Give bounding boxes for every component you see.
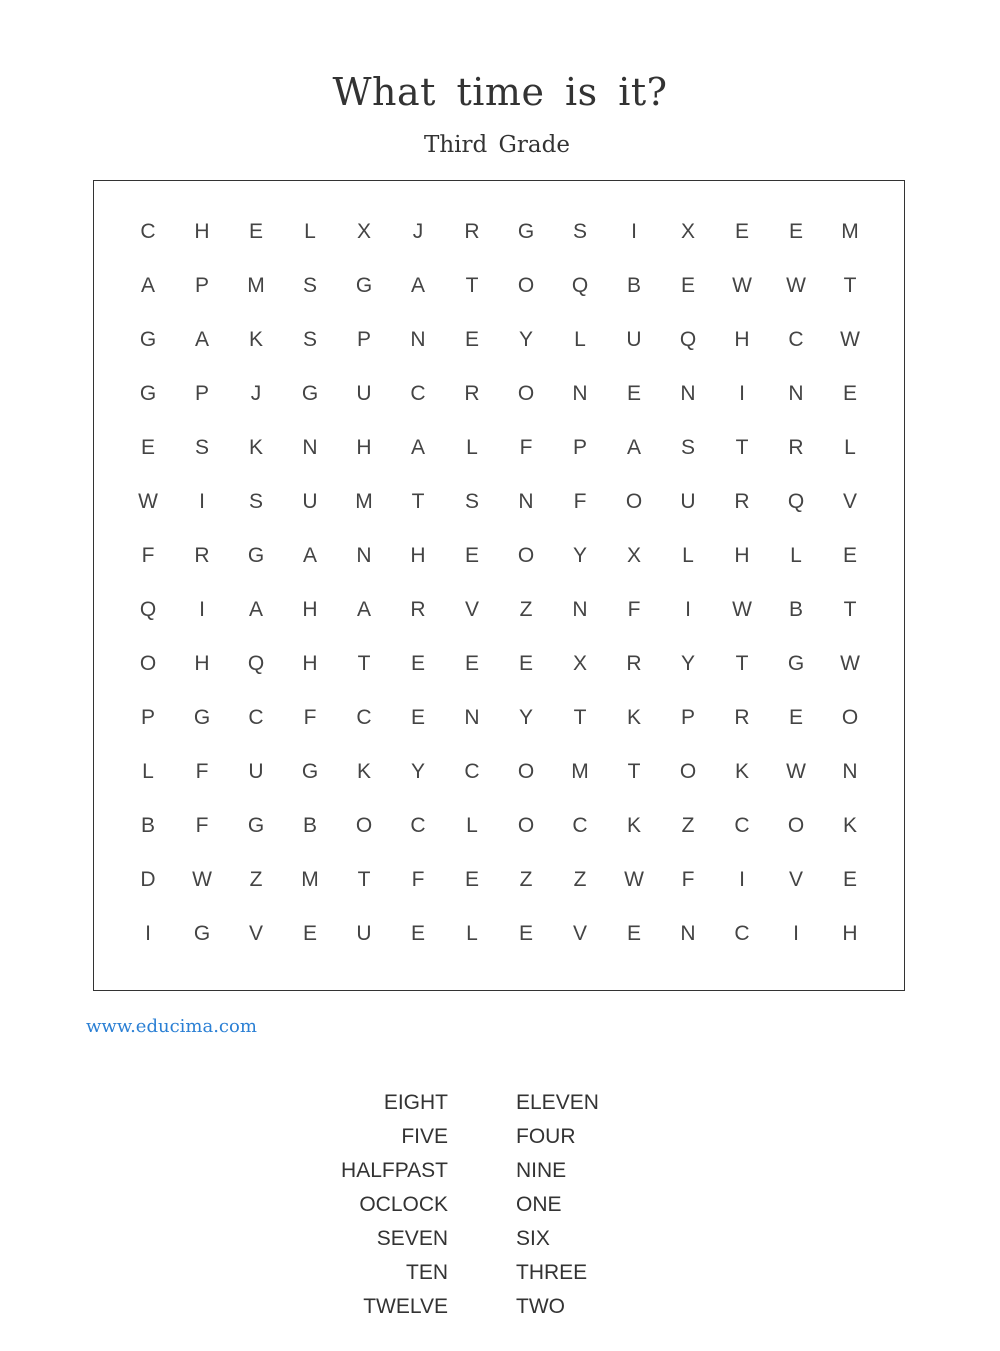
- grid-letter[interactable]: P: [572, 436, 587, 459]
- grid-letter[interactable]: I: [685, 598, 691, 621]
- grid-letter[interactable]: R: [788, 436, 804, 459]
- grid-letter[interactable]: L: [844, 436, 856, 459]
- grid-letter[interactable]: E: [842, 544, 857, 567]
- grid-letter[interactable]: B: [302, 814, 317, 837]
- grid-letter[interactable]: J: [412, 220, 424, 243]
- grid-letter[interactable]: E: [464, 544, 479, 567]
- grid-letter[interactable]: R: [734, 490, 750, 513]
- grid-letter[interactable]: H: [734, 544, 750, 567]
- grid-letter[interactable]: K: [734, 760, 749, 783]
- grid-letter[interactable]: M: [301, 868, 319, 891]
- grid-letter[interactable]: R: [464, 220, 480, 243]
- grid-letter[interactable]: E: [626, 922, 641, 945]
- grid-letter[interactable]: I: [739, 382, 745, 405]
- grid-letter[interactable]: K: [842, 814, 857, 837]
- grid-letter[interactable]: C: [356, 706, 372, 729]
- grid-letter[interactable]: F: [573, 490, 587, 513]
- grid-letter[interactable]: P: [194, 382, 209, 405]
- grid-letter[interactable]: O: [517, 760, 535, 783]
- educima-link[interactable]: www.educima.com: [86, 1016, 257, 1037]
- grid-letter[interactable]: P: [140, 706, 155, 729]
- grid-letter[interactable]: I: [145, 922, 151, 945]
- grid-letter[interactable]: S: [680, 436, 695, 459]
- grid-letter[interactable]: L: [304, 220, 316, 243]
- grid-letter[interactable]: D: [140, 868, 156, 891]
- grid-letter[interactable]: A: [302, 544, 317, 567]
- grid-letter[interactable]: N: [680, 922, 696, 945]
- grid-letter[interactable]: T: [843, 598, 857, 621]
- grid-letter[interactable]: X: [680, 220, 695, 243]
- grid-letter[interactable]: N: [356, 544, 372, 567]
- grid-letter[interactable]: L: [790, 544, 802, 567]
- grid-letter[interactable]: I: [793, 922, 799, 945]
- grid-letter[interactable]: B: [788, 598, 803, 621]
- grid-letter[interactable]: C: [248, 706, 264, 729]
- grid-letter[interactable]: F: [681, 868, 695, 891]
- word-search-grid: [121, 205, 877, 961]
- grid-letter[interactable]: W: [840, 328, 860, 351]
- grid-letter[interactable]: R: [734, 706, 750, 729]
- grid-letter[interactable]: E: [464, 868, 479, 891]
- grid-letter[interactable]: E: [788, 220, 803, 243]
- grid-letter[interactable]: E: [410, 652, 425, 675]
- grid-letter[interactable]: A: [356, 598, 371, 621]
- grid-letter[interactable]: I: [199, 598, 205, 621]
- word-list-item: SIX: [516, 1227, 550, 1250]
- grid-letter[interactable]: V: [572, 922, 587, 945]
- grid-letter[interactable]: H: [194, 220, 210, 243]
- grid-letter[interactable]: T: [627, 760, 641, 783]
- grid-letter[interactable]: L: [466, 922, 478, 945]
- grid-letter[interactable]: Q: [679, 328, 697, 351]
- grid-letter[interactable]: K: [626, 706, 641, 729]
- grid-letter[interactable]: L: [682, 544, 694, 567]
- grid-letter[interactable]: H: [734, 328, 750, 351]
- grid-letter[interactable]: K: [626, 814, 641, 837]
- grid-letter[interactable]: F: [195, 760, 209, 783]
- grid-letter[interactable]: U: [680, 490, 696, 513]
- grid-letter[interactable]: A: [410, 436, 425, 459]
- grid-letter[interactable]: S: [302, 328, 317, 351]
- grid-letter[interactable]: A: [194, 328, 209, 351]
- grid-letter[interactable]: Z: [519, 868, 533, 891]
- grid-letter[interactable]: H: [194, 652, 210, 675]
- word-list-item: THREE: [516, 1261, 588, 1284]
- grid-letter[interactable]: S: [194, 436, 209, 459]
- grid-letter[interactable]: W: [732, 274, 752, 297]
- word-list-right-column: [516, 1086, 716, 1324]
- grid-letter[interactable]: I: [199, 490, 205, 513]
- grid-letter[interactable]: C: [410, 814, 426, 837]
- grid-letter[interactable]: A: [626, 436, 641, 459]
- grid-letter[interactable]: U: [356, 382, 372, 405]
- grid-letter[interactable]: P: [194, 274, 209, 297]
- grid-letter[interactable]: W: [732, 598, 752, 621]
- grid-letter[interactable]: L: [466, 436, 478, 459]
- page-title: What time is it?: [332, 70, 668, 114]
- grid-letter[interactable]: N: [518, 490, 534, 513]
- grid-letter[interactable]: A: [140, 274, 155, 297]
- grid-letter[interactable]: O: [517, 274, 535, 297]
- grid-letter[interactable]: G: [247, 544, 265, 567]
- grid-letter[interactable]: E: [788, 706, 803, 729]
- grid-letter[interactable]: X: [626, 544, 641, 567]
- grid-letter[interactable]: F: [411, 868, 425, 891]
- word-list-item: NINE: [516, 1159, 567, 1182]
- grid-letter[interactable]: Z: [573, 868, 587, 891]
- grid-letter[interactable]: G: [139, 328, 157, 351]
- word-list-item: EIGHT: [383, 1091, 448, 1114]
- grid-letter[interactable]: Q: [139, 598, 157, 621]
- grid-letter[interactable]: H: [356, 436, 372, 459]
- grid-letter[interactable]: Q: [571, 274, 589, 297]
- grid-letter[interactable]: T: [573, 706, 587, 729]
- grid-letter[interactable]: C: [140, 220, 156, 243]
- grid-letter[interactable]: A: [248, 598, 263, 621]
- grid-letter[interactable]: O: [139, 652, 157, 675]
- grid-letter[interactable]: W: [138, 490, 158, 513]
- grid-letter[interactable]: I: [631, 220, 637, 243]
- grid-letter[interactable]: C: [734, 814, 750, 837]
- grid-letter[interactable]: E: [302, 922, 317, 945]
- grid-letter[interactable]: F: [627, 598, 641, 621]
- grid-letter[interactable]: H: [410, 544, 426, 567]
- grid-letter[interactable]: E: [464, 328, 479, 351]
- grid-letter[interactable]: Q: [787, 490, 805, 513]
- grid-letter[interactable]: H: [302, 652, 318, 675]
- grid-letter[interactable]: Z: [681, 814, 695, 837]
- word-list-item: FIVE: [401, 1125, 448, 1148]
- grid-letter[interactable]: S: [572, 220, 587, 243]
- grid-letter[interactable]: N: [410, 328, 426, 351]
- grid-letter[interactable]: F: [141, 544, 155, 567]
- grid-letter[interactable]: G: [139, 382, 157, 405]
- grid-letter[interactable]: E: [518, 652, 533, 675]
- grid-letter[interactable]: E: [410, 922, 425, 945]
- grid-letter[interactable]: L: [574, 328, 586, 351]
- word-list-item: ONE: [516, 1193, 562, 1216]
- grid-letter[interactable]: R: [464, 382, 480, 405]
- grid-letter[interactable]: E: [842, 382, 857, 405]
- grid-letter[interactable]: N: [788, 382, 804, 405]
- word-list-item: HALFPAST: [341, 1159, 448, 1182]
- grid-letter[interactable]: G: [787, 652, 805, 675]
- grid-letter[interactable]: O: [787, 814, 805, 837]
- grid-letter[interactable]: C: [464, 760, 480, 783]
- word-list-item: SEVEN: [376, 1227, 448, 1250]
- grid-letter[interactable]: T: [357, 868, 371, 891]
- grid-letter[interactable]: S: [302, 274, 317, 297]
- word-list-left-column: [300, 1086, 448, 1324]
- grid-letter[interactable]: G: [193, 706, 211, 729]
- grid-letter[interactable]: N: [572, 598, 588, 621]
- grid-letter[interactable]: P: [356, 328, 371, 351]
- grid-letter[interactable]: O: [355, 814, 373, 837]
- grid-letter[interactable]: G: [301, 382, 319, 405]
- grid-letter[interactable]: E: [626, 382, 641, 405]
- grid-letter[interactable]: U: [302, 490, 318, 513]
- grid-letter[interactable]: G: [517, 220, 535, 243]
- grid-letter[interactable]: E: [410, 706, 425, 729]
- page-subtitle: Third Grade: [424, 132, 570, 158]
- grid-letter[interactable]: O: [841, 706, 859, 729]
- grid-letter[interactable]: F: [519, 436, 533, 459]
- grid-letter[interactable]: R: [194, 544, 210, 567]
- grid-letter[interactable]: E: [140, 436, 155, 459]
- grid-letter[interactable]: T: [411, 490, 425, 513]
- grid-letter[interactable]: U: [626, 328, 642, 351]
- grid-letter[interactable]: K: [248, 436, 263, 459]
- grid-letter[interactable]: M: [571, 760, 589, 783]
- grid-letter[interactable]: T: [465, 274, 479, 297]
- grid-letter[interactable]: N: [302, 436, 318, 459]
- grid-letter[interactable]: A: [410, 274, 425, 297]
- grid-letter[interactable]: I: [739, 868, 745, 891]
- grid-letter[interactable]: F: [195, 814, 209, 837]
- grid-letter[interactable]: H: [842, 922, 858, 945]
- grid-letter[interactable]: E: [248, 220, 263, 243]
- grid-letter[interactable]: S: [248, 490, 263, 513]
- grid-letter[interactable]: G: [355, 274, 373, 297]
- grid-letter[interactable]: N: [680, 382, 696, 405]
- grid-letter[interactable]: G: [301, 760, 319, 783]
- grid-letter[interactable]: Y: [518, 328, 533, 351]
- grid-letter[interactable]: O: [517, 814, 535, 837]
- grid-letter[interactable]: G: [193, 922, 211, 945]
- grid-letter[interactable]: M: [247, 274, 265, 297]
- grid-letter[interactable]: X: [572, 652, 587, 675]
- grid-letter[interactable]: H: [302, 598, 318, 621]
- grid-letter[interactable]: W: [624, 868, 644, 891]
- word-list-item: TWO: [516, 1295, 565, 1318]
- grid-letter[interactable]: E: [464, 652, 479, 675]
- grid-letter[interactable]: Z: [249, 868, 263, 891]
- grid-letter[interactable]: W: [786, 760, 806, 783]
- grid-letter[interactable]: O: [625, 490, 643, 513]
- grid-letter[interactable]: C: [788, 328, 804, 351]
- grid-letter[interactable]: Y: [518, 706, 533, 729]
- grid-letter[interactable]: O: [679, 760, 697, 783]
- grid-letter[interactable]: W: [192, 868, 212, 891]
- grid-letter[interactable]: E: [680, 274, 695, 297]
- grid-letter[interactable]: W: [840, 652, 860, 675]
- grid-letter[interactable]: B: [626, 274, 641, 297]
- grid-letter[interactable]: V: [788, 868, 803, 891]
- grid-letter[interactable]: Z: [519, 598, 533, 621]
- grid-letter[interactable]: N: [572, 382, 588, 405]
- grid-letter[interactable]: V: [842, 490, 857, 513]
- grid-letter[interactable]: C: [572, 814, 588, 837]
- grid-letter[interactable]: G: [247, 814, 265, 837]
- grid-letter[interactable]: O: [517, 382, 535, 405]
- grid-letter[interactable]: T: [357, 652, 371, 675]
- word-list-item: FOUR: [516, 1125, 576, 1148]
- grid-letter[interactable]: W: [786, 274, 806, 297]
- grid-letter[interactable]: C: [410, 382, 426, 405]
- grid-letter[interactable]: T: [735, 436, 749, 459]
- grid-letter[interactable]: K: [248, 328, 263, 351]
- grid-letter[interactable]: P: [680, 706, 695, 729]
- grid-letter[interactable]: E: [842, 868, 857, 891]
- grid-letter[interactable]: M: [841, 220, 859, 243]
- grid-letter[interactable]: T: [843, 274, 857, 297]
- grid-letter[interactable]: K: [356, 760, 371, 783]
- grid-letter[interactable]: F: [303, 706, 317, 729]
- grid-letter[interactable]: N: [464, 706, 480, 729]
- grid-letter[interactable]: X: [356, 220, 371, 243]
- word-list-item: TEN: [406, 1261, 448, 1284]
- grid-letter[interactable]: E: [518, 922, 533, 945]
- grid-letter[interactable]: U: [248, 760, 264, 783]
- grid-letter[interactable]: R: [626, 652, 642, 675]
- grid-letter[interactable]: C: [734, 922, 750, 945]
- grid-letter[interactable]: B: [140, 814, 155, 837]
- grid-letter[interactable]: V: [464, 598, 479, 621]
- grid-letter[interactable]: O: [517, 544, 535, 567]
- word-list-item: OCLOCK: [359, 1193, 448, 1216]
- grid-letter[interactable]: R: [410, 598, 426, 621]
- grid-letter[interactable]: U: [356, 922, 372, 945]
- grid-letter[interactable]: Q: [247, 652, 265, 675]
- grid-letter[interactable]: Y: [410, 760, 425, 783]
- grid-letter[interactable]: Y: [680, 652, 695, 675]
- word-list-item: ELEVEN: [516, 1091, 599, 1114]
- grid-letter[interactable]: S: [464, 490, 479, 513]
- grid-letter[interactable]: L: [142, 760, 154, 783]
- grid-letter[interactable]: L: [466, 814, 478, 837]
- grid-letter[interactable]: J: [250, 382, 262, 405]
- word-list-item: TWELVE: [363, 1295, 448, 1318]
- grid-letter[interactable]: V: [248, 922, 263, 945]
- grid-letter[interactable]: M: [355, 490, 373, 513]
- grid-letter[interactable]: Y: [572, 544, 587, 567]
- grid-letter[interactable]: T: [735, 652, 749, 675]
- grid-letter[interactable]: E: [734, 220, 749, 243]
- grid-letter[interactable]: N: [842, 760, 858, 783]
